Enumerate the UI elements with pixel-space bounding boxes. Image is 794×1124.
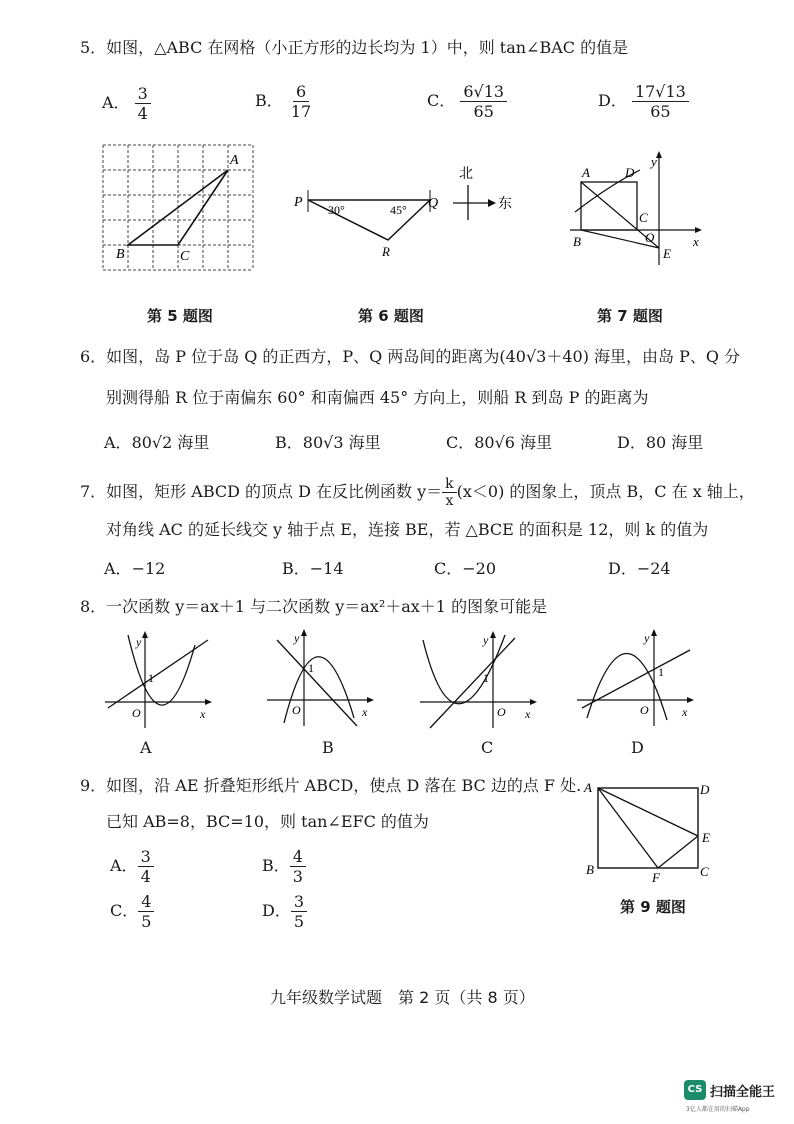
label-c: C <box>700 864 709 879</box>
q6-line2: 别测得船 R 位于南偏东 60° 和南偏西 45° 方向上，则船 R 到岛 P 的距离为 <box>106 388 649 407</box>
q7-option-a[interactable]: A．−12 <box>104 559 166 578</box>
q6-option-b[interactable]: B．80√3 海里 <box>275 433 381 452</box>
q5-caption: 第 5 题图 <box>147 307 213 325</box>
svg-text:O: O <box>497 705 506 719</box>
q8-label-a: A <box>140 738 152 757</box>
svg-text:1: 1 <box>308 661 314 675</box>
label-q: Q <box>428 196 439 211</box>
label-a: A <box>230 153 239 168</box>
svg-text:1: 1 <box>148 671 154 685</box>
scanner-subtitle: 3亿人都在用的扫描App <box>686 1106 750 1113</box>
q8-label-b: B <box>322 738 334 757</box>
svg-text:O: O <box>292 703 301 717</box>
label-p: P <box>294 195 303 210</box>
svg-text:y: y <box>294 631 300 645</box>
q9-option-c[interactable]: C． $\frac{4}{5}$ <box>110 892 154 931</box>
q6-caption: 第 6 题图 <box>358 307 424 325</box>
svg-text:x: x <box>682 705 688 719</box>
svg-text:O: O <box>132 706 141 720</box>
scanner-logo-icon: CS <box>684 1080 706 1100</box>
svg-text:1: 1 <box>483 671 489 685</box>
q6-line1: 6．如图，岛 P 位于岛 Q 的正西方，P、Q 两岛间的距离为(40√3＋40) 海里，由岛 P、Q 分 <box>80 347 741 366</box>
label-r: R <box>382 244 390 259</box>
q8-graph-d[interactable] <box>572 628 697 728</box>
q6-option-a[interactable]: A．80√2 海里 <box>104 433 210 452</box>
north-label: 北 <box>459 167 473 182</box>
label-c: C <box>180 249 190 264</box>
label-f: F <box>652 870 660 885</box>
q7-figure <box>565 150 705 270</box>
q8-stem: 8．一次函数 y＝ax＋1 与二次函数 y＝ax²＋ax＋1 的图象可能是 <box>80 597 548 616</box>
q9-caption: 第 9 题图 <box>620 898 686 916</box>
svg-text:x: x <box>525 707 531 721</box>
q8-label-c: C <box>481 738 494 757</box>
q8-graph-a[interactable] <box>100 630 215 730</box>
q5-option-d[interactable]: D． $\frac{17√13}{65}$ <box>598 82 689 121</box>
q9-option-b[interactable]: B． $\frac{4}{3}$ <box>262 847 306 886</box>
q5-stem: 5．如图，△ABC 在网格（小正方形的边长均为 1）中，则 tan∠BAC 的值是 <box>80 38 629 57</box>
svg-text:x: x <box>362 705 368 719</box>
q7-caption: 第 7 题图 <box>597 307 663 325</box>
angle-30: 30° <box>328 203 345 217</box>
label-d: D <box>700 782 710 797</box>
label-c: C <box>639 210 648 225</box>
q5-option-c[interactable]: C． $\frac{6√13}{65}$ <box>427 82 507 121</box>
q6-figure <box>288 150 528 265</box>
q7-option-b[interactable]: B．−14 <box>282 559 344 578</box>
label-x: x <box>693 234 699 249</box>
q9-option-a[interactable]: A． $\frac{3}{4}$ <box>110 847 154 886</box>
svg-text:O: O <box>640 703 649 717</box>
label-b: B <box>573 234 581 249</box>
svg-text:y: y <box>136 635 142 649</box>
label-e: E <box>702 830 710 845</box>
page-footer: 九年级数学试题 第 2 页（共 8 页） <box>270 988 535 1007</box>
scanner-title: 扫描全能王 <box>710 1085 776 1100</box>
q7-line1: 7．如图，矩形 ABCD 的顶点 D 在反比例函数 y＝ $\frac{k}{x}$ (x＜0) 的图象上，顶点 B，C 在 x 轴上， <box>80 476 755 509</box>
q9-line1: 9．如图，沿 AE 折叠矩形纸片 ABCD，使点 D 落在 BC 边的点 F 处. <box>80 776 582 795</box>
svg-text:1: 1 <box>658 665 664 679</box>
svg-text:y: y <box>483 633 489 647</box>
q5-option-b[interactable]: B． $\frac{6}{17}$ <box>255 82 312 121</box>
q5-option-a[interactable]: A． $\frac{3}{4}$ <box>102 84 151 123</box>
q6-option-d[interactable]: D．80 海里 <box>617 433 704 452</box>
q9-line2: 已知 AB=8，BC=10，则 tan∠EFC 的值为 <box>106 812 429 831</box>
q8-label-d: D <box>631 738 644 757</box>
q7-option-c[interactable]: C．−20 <box>434 559 497 578</box>
q7-line2: 对角线 AC 的延长线交 y 轴于点 E，连接 BE，若 △BCE 的面积是 12，则 k 的值为 <box>106 520 709 539</box>
east-label: 东 <box>498 197 512 212</box>
label-d: D <box>625 165 635 180</box>
svg-text:y: y <box>644 631 650 645</box>
label-b: B <box>116 247 125 262</box>
q6-option-c[interactable]: C．80√6 海里 <box>446 433 553 452</box>
q9-figure <box>580 778 720 886</box>
q8-graph-c[interactable] <box>415 630 540 730</box>
angle-45: 45° <box>390 203 407 217</box>
q9-option-d[interactable]: D． $\frac{3}{5}$ <box>262 892 307 931</box>
q8-graph-b[interactable] <box>262 628 377 728</box>
label-a: A <box>584 780 592 795</box>
svg-text:x: x <box>200 707 206 721</box>
label-o: O <box>645 230 655 245</box>
q7-option-d[interactable]: D．−24 <box>608 559 671 578</box>
label-e: E <box>663 246 671 261</box>
label-a: A <box>582 165 590 180</box>
label-y: y <box>651 154 657 169</box>
label-b: B <box>586 862 594 877</box>
q5-figure <box>98 140 258 275</box>
